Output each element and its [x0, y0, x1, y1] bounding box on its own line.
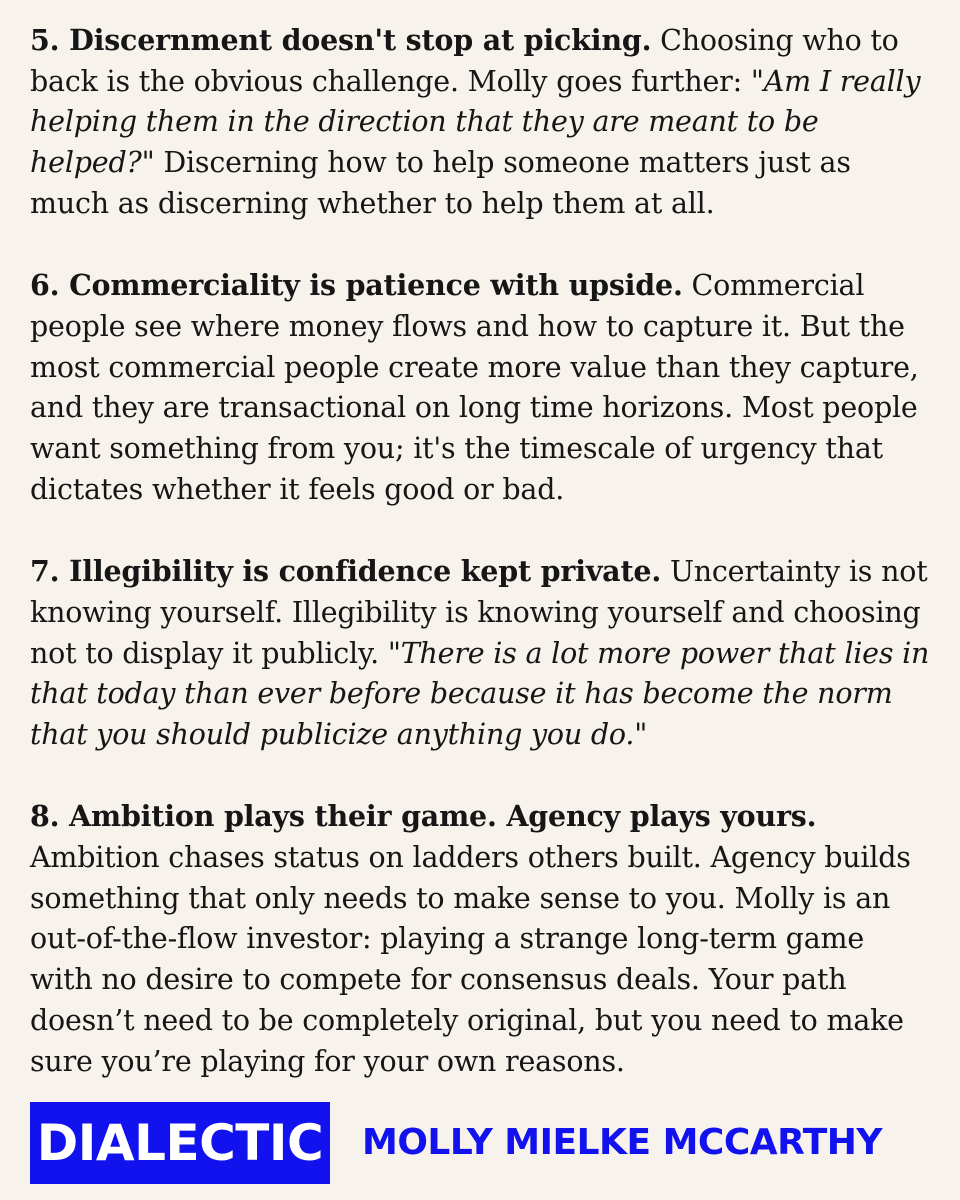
author-name: MOLLY MIELKE MCCARTHY — [362, 1122, 882, 1163]
article-body — [30, 20, 935, 1082]
point-7-quote: "There is a lot more power that lies in that today than ever before because it has become the norm that you should publicize anything you do." — [30, 636, 930, 751]
point-8-paragraph — [30, 796, 935, 1082]
brand-logo: DIALECTIC — [30, 1102, 330, 1184]
point-6-heading: 6. Commerciality is patience with upside. — [30, 268, 683, 303]
point-8-heading: 8. Ambition plays their game. Agency plays yours. — [30, 799, 817, 834]
point-7-heading: 7. Illegibility is confidence kept private. — [30, 554, 662, 589]
point-5-quote: "Am I really helping them in the direction that they are meant to be helped?" — [30, 64, 921, 180]
point-7-paragraph — [30, 551, 935, 756]
point-7-text: Uncertainty is not knowing yourself. Illegibility is knowing yourself and choosing not to display it publicly. — [30, 555, 928, 670]
point-5-text-continued: Discerning how to help someone matters just as much as discerning whether to help them at all. — [30, 146, 851, 220]
point-5-paragraph — [30, 20, 935, 225]
point-6-paragraph — [30, 265, 935, 510]
point-6-text: Commercial people see where money flows and how to capture it. But the most commercial people create more value than they capture, and they are transactional on long time horizons. Most people want something from you; it's the timescale of urgency that dictates whether it feels good or bad. — [30, 269, 919, 506]
point-5-heading: 5. Discernment doesn't stop at picking. — [30, 23, 652, 57]
point-8-text: Ambition chases status on ladders others built. Agency builds something that only needs to make sense to you. Molly is an out-of-the-flow investor: playing a strange long-term game with no desire to compete for consensus deals. Your path doesn’t need to be completely original, but you need to make sure you’re playing for your own reasons. — [30, 841, 911, 1078]
point-5-text: Choosing who to back is the obvious challenge. Molly goes further: — [30, 24, 899, 98]
footer — [30, 1102, 935, 1184]
